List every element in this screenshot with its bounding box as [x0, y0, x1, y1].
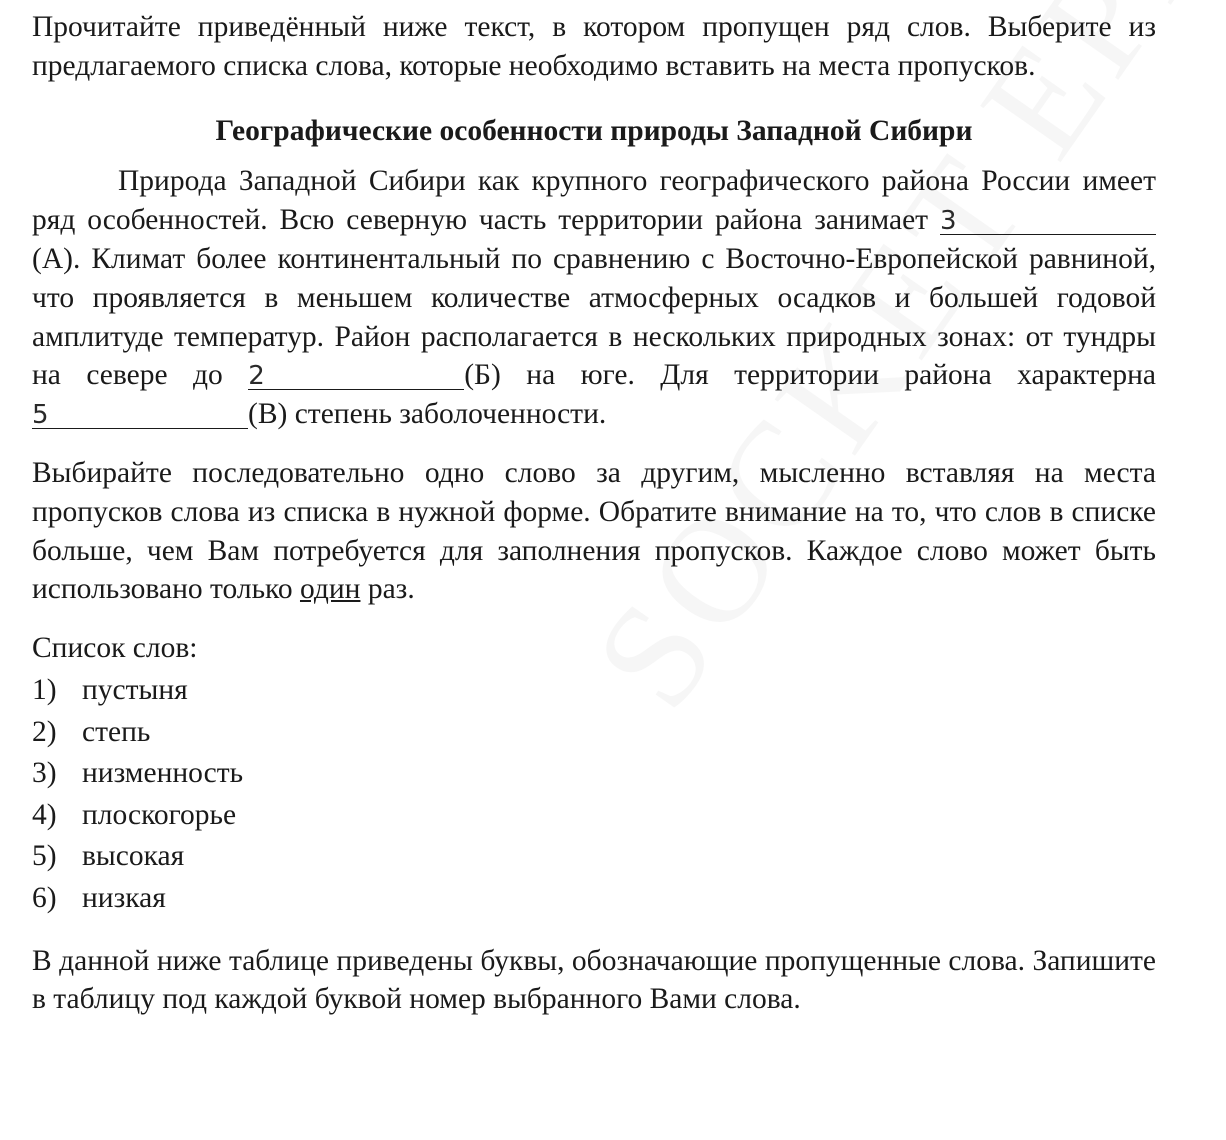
list-item-number: 6) [32, 881, 57, 914]
list-item-word: степь [82, 715, 151, 748]
list-item-word: низкая [82, 881, 166, 914]
list-item-word: пустыня [82, 673, 188, 706]
final-instruction: В данной ниже таблице приведены буквы, обозначающие пропущенные слова. Запишите в таблицу под каждой буквой номер выбранного Вами слова. [32, 944, 1156, 1016]
instructions-underlined: один [299, 573, 361, 606]
passage-text-3: на юге. Для территории района характерна [500, 359, 1156, 392]
blank-a-answer: 3 [940, 206, 957, 237]
passage-text-2: Климат более континентальный по сравнению с Восточно-Европейской равниной, что проявляется в меньшем количестве атмосферных осадков и большей годовой амплитуде температур. Район располагается в нескольких природных зонах: от тундры на севере до [32, 242, 1156, 392]
instructions-text-2: раз. [360, 573, 415, 606]
passage-text-4: степень заболоченности. [287, 398, 607, 431]
list-item [32, 795, 1156, 837]
blank-c-label: (В) [248, 398, 288, 431]
list-item-number: 3) [32, 757, 57, 790]
list-item [32, 670, 1156, 712]
list-item [32, 753, 1156, 795]
passage-text-1: Природа Западной Сибири как крупного географического района России имеет ряд особенностей. Всю северную часть территории района занимает [32, 165, 1156, 237]
list-item-word: плоскогорье [82, 798, 237, 831]
word-list-title: Список слов: [32, 632, 198, 665]
list-item [32, 878, 1156, 920]
list-item [32, 836, 1156, 878]
list-item-word: низменность [82, 757, 244, 790]
passage-paragraph [32, 162, 1156, 434]
list-item [32, 712, 1156, 754]
list-item-number: 5) [32, 840, 57, 873]
list-item-word: высокая [82, 840, 185, 873]
blank-a-field[interactable] [940, 206, 1156, 235]
instructions-text-1: Выбирайте последовательно одно слово за другим, мысленно вставляя на места пропусков слова из списка в нужной форме. Обратите внимание на то, что слов в списке больше, чем Вам потребуется для заполнения пропусков. Каждое слово может быть использовано только [32, 456, 1156, 606]
blank-c-field[interactable] [32, 400, 248, 429]
instructions-paragraph [32, 454, 1156, 609]
blank-b-field[interactable] [248, 361, 464, 390]
intro-paragraph: Прочитайте приведённый ниже текст, в котором пропущен ряд слов. Выберите из предлагаемого списка слова, которые необходимо вставить на места пропусков. [32, 11, 1156, 82]
blank-b-answer: 2 [248, 361, 265, 392]
page-title: Географические особенности природы Западной Сибири [215, 114, 973, 147]
list-item-number: 1) [32, 673, 57, 706]
blank-a-label: (А). [32, 242, 81, 275]
document-page [32, 8, 1156, 1019]
blank-b-label: (Б) [464, 359, 501, 392]
blank-c-answer: 5 [32, 400, 49, 431]
word-list [32, 670, 1156, 920]
list-item-number: 2) [32, 715, 57, 748]
list-item-number: 4) [32, 798, 57, 831]
